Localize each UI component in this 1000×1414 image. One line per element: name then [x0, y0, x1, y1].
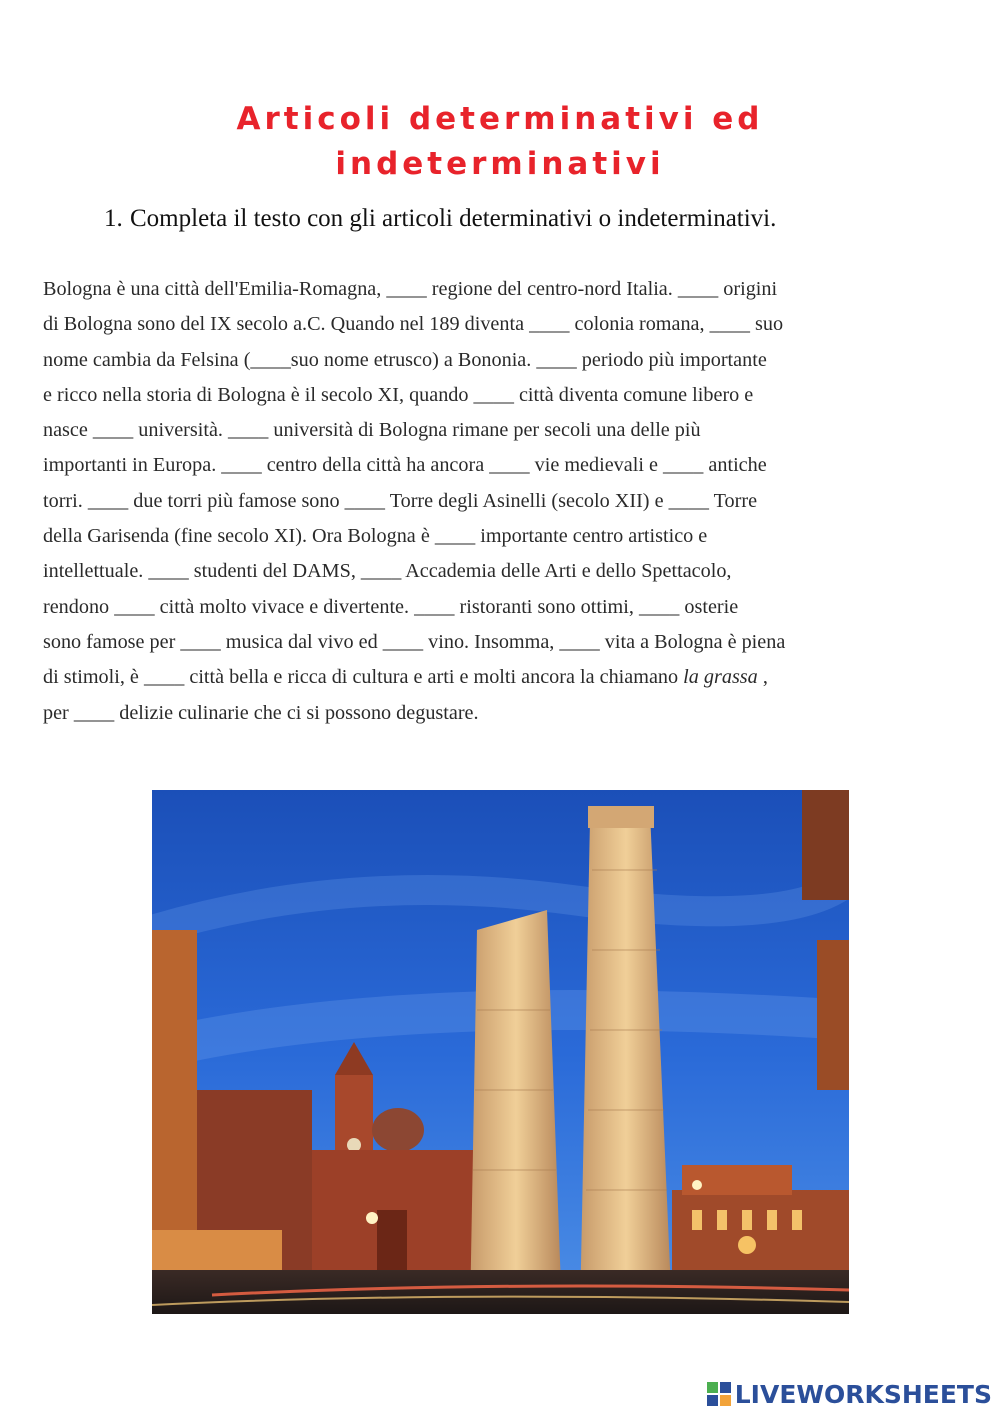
exercise-number: 1. [104, 205, 123, 232]
liveworksheets-logo-icon [707, 1382, 731, 1406]
paragraph-line: nome cambia da Felsina (____suo nome etrusco) a Bononia. ____ periodo più importante [43, 348, 767, 371]
worksheet-title-line-1: Articoli determinativi ed [236, 101, 764, 137]
line-text: di stimoli, è ____ città bella e ricca di cultura e arti e molti ancora la chiamano [43, 666, 684, 689]
paragraph-line: intellettuale. ____ studenti del DAMS, ____ Accademia delle Arti e dello Spettacolo, [43, 560, 732, 583]
paragraph-line: Bologna è una città dell'Emilia-Romagna, ____ regione del centro-nord Italia. ____ origini [43, 278, 778, 300]
bologna-towers-photo [152, 790, 849, 1314]
instruction-text: Completa il testo con gli articoli determinativi o indeterminativi. [130, 205, 777, 232]
worksheet-title-line-2: indeterminativi [335, 146, 665, 182]
liveworksheets-logo [707, 1378, 992, 1410]
paragraph-line: e ricco nella storia di Bologna è il secolo XI, quando ____ città diventa comune libero e [43, 383, 754, 406]
paragraph-line: per ____ delizie culinarie che ci si possono degustare. [43, 701, 479, 724]
paragraph-line: rendono ____ città molto vivace e divertente. ____ ristoranti sono ottimi, ____ osterie [43, 595, 739, 618]
paragraph-line: nasce ____ università. ____ università di Bologna rimane per secoli una delle più [43, 419, 701, 442]
exercise-paragraph [43, 272, 968, 731]
church-dome [372, 1108, 424, 1152]
logo-text: LIVEWORKSHEETS [734, 1379, 992, 1409]
paragraph-line: di Bologna sono del IX secolo a.C. Quando nel 189 diventa ____ colonia romana, ____ suo [43, 313, 784, 336]
italic-phrase: la grassa [683, 666, 758, 689]
paragraph-line: sono famose per ____ musica dal vivo ed ____ vino. Insomma, ____ vita a Bologna è piena [43, 630, 786, 653]
paragraph-line: importanti in Europa. ____ centro della città ha ancora ____ vie medievali e ____ antiche [43, 454, 767, 477]
paragraph-line: torri. ____ due torri più famose sono ____ Torre degli Asinelli (secolo XII) e ____ Torre [43, 489, 758, 512]
garisenda-tower [470, 910, 562, 1314]
line-text: , [757, 666, 768, 689]
paragraph-line: della Garisenda (fine secolo XI). Ora Bologna è ____ importante centro artistico e [43, 525, 708, 548]
exercise-instruction [104, 205, 984, 233]
paragraph-line [43, 660, 968, 695]
